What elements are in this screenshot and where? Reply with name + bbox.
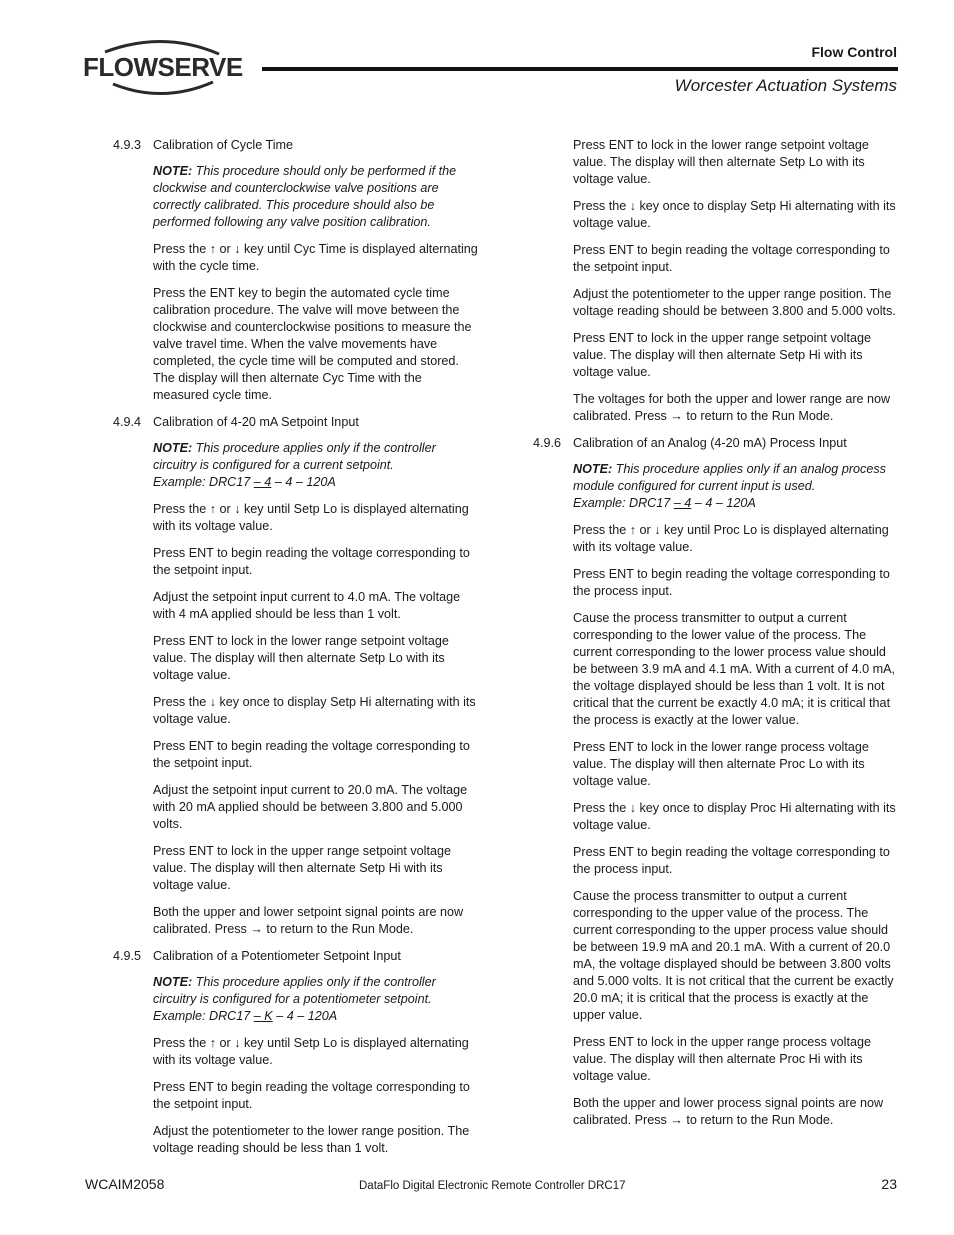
logo-text: FLOWSERVE — [83, 52, 243, 82]
example-text: Example: DRC17 — [573, 496, 674, 510]
paragraph: Press ENT to lock in the lower range setpoint voltage value. The display will then alternate Setp Lo with its voltage value. — [153, 634, 449, 682]
paragraph: Press ENT to lock in the upper range setpoint voltage value. The display will then alternate Setp Hi with its voltage value. — [153, 844, 451, 892]
flowserve-logo — [83, 38, 243, 98]
footer-doc-id: WCAIM2058 — [85, 1176, 165, 1192]
paragraph: Press the ↓ key once to display Proc Hi alternating with its voltage value. — [573, 801, 896, 832]
section-number: 4.9.4 — [113, 415, 142, 429]
paragraph: Both the upper and lower setpoint signal points are now calibrated. Press → to return to the Run Mode. — [153, 905, 464, 936]
paragraph: The voltages for both the upper and lower range are now calibrated. Press → to return to the Run Mode. — [573, 392, 891, 423]
note — [153, 974, 478, 1025]
paragraph: Press the ↑ or ↓ key until Setp Lo is displayed alternating with its voltage value. — [153, 1036, 469, 1067]
section-title: Calibration of an Analog (4-20 mA) Process Input — [573, 436, 847, 450]
paragraph: Press ENT to begin reading the voltage corresponding to the setpoint input. — [573, 243, 890, 274]
paragraph: Adjust the setpoint input current to 4.0 mA. The voltage with 4 mA applied should be less than 1 volt. — [153, 590, 461, 621]
note — [153, 440, 478, 491]
section-number: 4.9.3 — [113, 138, 142, 152]
section-number: 4.9.6 — [533, 436, 562, 450]
paragraph: Press ENT to begin reading the voltage corresponding to the process input. — [573, 845, 890, 876]
section-heading — [113, 137, 478, 154]
example-text: – 4 – 120A — [272, 1009, 338, 1023]
note-label: NOTE: — [153, 164, 193, 178]
paragraph: Press the ↓ key once to display Setp Hi alternating with its voltage value. — [573, 199, 896, 230]
header-subtitle: Worcester Actuation Systems — [674, 76, 897, 95]
section-heading — [113, 414, 478, 431]
section-number: 4.9.5 — [113, 949, 142, 963]
footer-doc-title: DataFlo Digital Electronic Remote Controller DRC17 — [359, 1180, 626, 1192]
paragraph: Cause the process transmitter to output a current corresponding to the lower value of the process. The current corresponding to the lower process value should be between 3.9 mA and 4.1 mA. With a current of 4.0 mA, the voltage displayed should be less than 1 volt. It is not critical that the current be exactly 4.0 mA; it is critical that the process is exactly at the lower value. — [573, 611, 896, 727]
left-column — [113, 137, 478, 1167]
example-text: – 4 – 120A — [691, 496, 756, 510]
note — [573, 461, 898, 512]
example-text: Example: DRC17 — [153, 1009, 254, 1023]
paragraph: Press ENT to lock in the upper range setpoint voltage value. The display will then alternate Setp Hi with its voltage value. — [573, 331, 871, 379]
paragraph: Press the ↑ or ↓ key until Proc Lo is displayed alternating with its voltage value. — [573, 523, 889, 554]
note-text: This procedure applies only if the controller circuitry is configured for a current setpoint. — [153, 441, 436, 472]
section-heading — [113, 948, 478, 965]
page-number: 23 — [881, 1176, 897, 1192]
note-label: NOTE: — [153, 975, 193, 989]
note-label: NOTE: — [573, 462, 613, 476]
header-rule — [262, 67, 898, 71]
section-title: Calibration of Cycle Time — [153, 138, 293, 152]
header-title: Flow Control — [811, 44, 897, 60]
section-title: Calibration of 4-20 mA Setpoint Input — [153, 415, 359, 429]
paragraph: Press the ↑ or ↓ key until Cyc Time is displayed alternating with the cycle time. — [153, 242, 478, 273]
paragraph: Press ENT to begin reading the voltage corresponding to the process input. — [573, 567, 890, 598]
paragraph: Press the ↑ or ↓ key until Setp Lo is displayed alternating with its voltage value. — [153, 502, 469, 533]
note — [153, 163, 478, 231]
example-code: – K — [253, 1009, 273, 1023]
paragraph: Press ENT to lock in the upper range process voltage value. The display will then alternate Proc Hi with its voltage value. — [573, 1035, 871, 1083]
section-heading — [533, 435, 898, 452]
paragraph: Press ENT to begin reading the voltage corresponding to the setpoint input. — [153, 739, 470, 770]
paragraph: Press the ↓ key once to display Setp Hi alternating with its voltage value. — [153, 695, 476, 726]
paragraph: Adjust the potentiometer to the lower range position. The voltage reading should be less than 1 volt. — [153, 1124, 470, 1155]
paragraph: Both the upper and lower process signal points are now calibrated. Press → to return to the Run Mode. — [573, 1096, 884, 1127]
right-column — [533, 137, 898, 1139]
paragraph: Press ENT to begin reading the voltage corresponding to the setpoint input. — [153, 546, 470, 577]
paragraph: Cause the process transmitter to output a current corresponding to the upper value of the process. The current corresponding to the upper process value should be between 19.9 mA and 20.1 mA. With a current of 20.0 mA, the voltage displayed should be between 3.800 volts and 5.000 volts. It is not critical that the current be exactly 20.0 mA; it is critical that the process is exactly at the upper value. — [573, 889, 894, 1022]
note-text: This procedure applies only if the controller circuitry is configured for a potentiometer setpoint. — [153, 975, 436, 1006]
paragraph: Press the ENT key to begin the automated cycle time calibration procedure. The valve will move between the clockwise and counterclockwise positions to measure the valve travel time. When the valve movements have completed, the cycle time will be computed and stored. The display will then alternate Cyc Time with the measured cycle time. — [153, 286, 472, 402]
paragraph: Adjust the setpoint input current to 20.0 mA. The voltage with 20 mA applied should be between 3.800 and 5.000 volts. — [153, 783, 468, 831]
example-text: Example: DRC17 — [153, 475, 254, 489]
note-text: This procedure applies only if an analog process module configured for current input is used. — [573, 462, 886, 493]
section-title: Calibration of a Potentiometer Setpoint Input — [153, 949, 401, 963]
example-text: – 4 – 120A — [271, 475, 336, 489]
note-text: This procedure should only be performed if the clockwise and counterclockwise valve positions are correctly calibrated. This procedure should also be performed following any valve position calibration. — [153, 164, 457, 229]
paragraph: Adjust the potentiometer to the upper range position. The voltage reading should be between 3.800 and 5.000 volts. — [573, 287, 896, 318]
note-label: NOTE: — [153, 441, 193, 455]
paragraph: Press ENT to lock in the lower range setpoint voltage value. The display will then alternate Setp Lo with its voltage value. — [573, 138, 869, 186]
example-code: – 4 — [253, 475, 272, 489]
paragraph: Press ENT to begin reading the voltage corresponding to the setpoint input. — [153, 1080, 470, 1111]
paragraph: Press ENT to lock in the lower range process voltage value. The display will then alternate Proc Lo with its voltage value. — [573, 740, 869, 788]
example-code: – 4 — [673, 496, 692, 510]
